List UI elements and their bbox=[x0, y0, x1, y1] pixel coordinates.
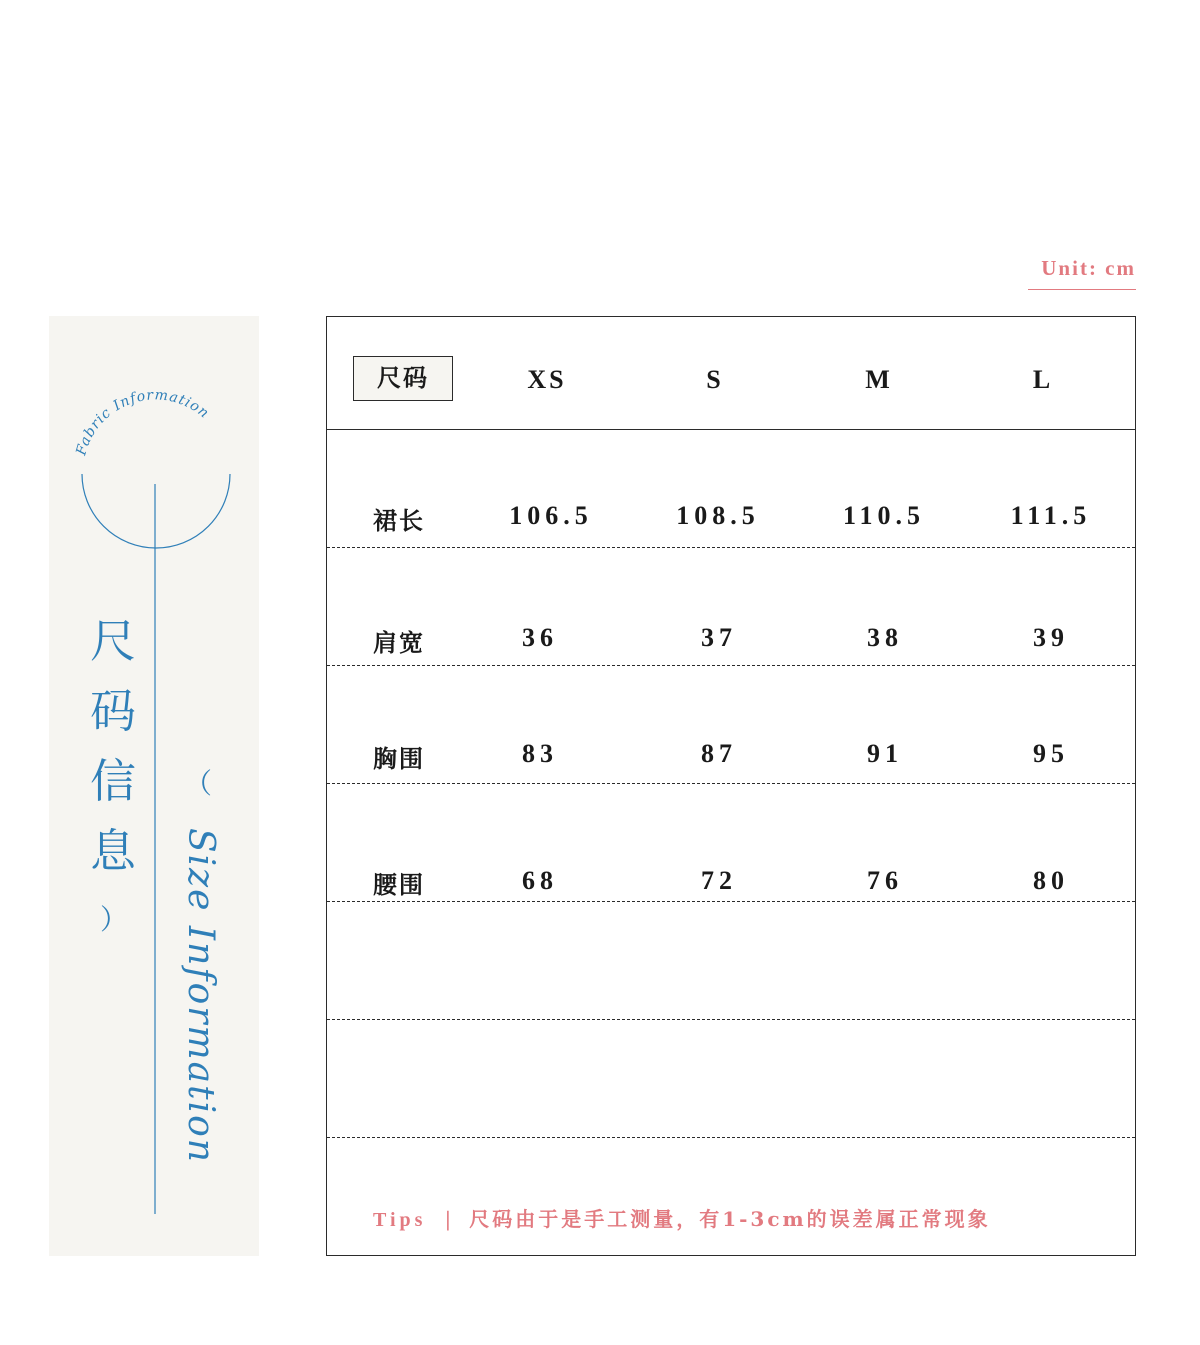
size-table bbox=[326, 316, 1136, 1256]
table-cell: 110.5 bbox=[842, 501, 926, 530]
table-cell: 39 bbox=[1033, 623, 1069, 652]
table-cell: 106.5 bbox=[509, 501, 593, 530]
table-cell: 68 bbox=[522, 866, 558, 895]
table-cell: 76 bbox=[867, 866, 903, 895]
size-header-m: M bbox=[865, 365, 893, 394]
corner-label: 尺码 bbox=[353, 356, 453, 401]
title-char: 息 bbox=[90, 824, 136, 878]
row-divider bbox=[327, 1019, 1135, 1020]
table-cell: 80 bbox=[1033, 866, 1069, 895]
row-label: 胸围 bbox=[373, 744, 425, 773]
title-char: 信 bbox=[90, 754, 136, 808]
table-cell: 111.5 bbox=[1010, 501, 1092, 530]
title-vertical bbox=[85, 606, 141, 886]
tips-label: Tips bbox=[373, 1209, 427, 1231]
row-divider bbox=[327, 547, 1135, 548]
table-cell: 91 bbox=[867, 739, 903, 768]
size-header-l: L bbox=[1032, 365, 1054, 394]
tips-note bbox=[373, 1203, 991, 1232]
row-label: 肩宽 bbox=[373, 628, 425, 657]
subtitle-vertical: Size Information bbox=[180, 828, 221, 1164]
table-cell: 37 bbox=[701, 623, 737, 652]
unit-label: Unit: cm bbox=[1028, 256, 1136, 290]
table-cell: 36 bbox=[522, 623, 558, 652]
row-divider bbox=[327, 901, 1135, 902]
title-paren: ） bbox=[99, 903, 128, 936]
table-cell: 72 bbox=[701, 866, 737, 895]
size-header-xs: XS bbox=[527, 365, 567, 394]
half-circle bbox=[82, 474, 230, 548]
row-divider bbox=[327, 665, 1135, 666]
size-header-s: S bbox=[706, 365, 724, 394]
row-divider bbox=[327, 1137, 1135, 1138]
row-label: 腰围 bbox=[373, 870, 425, 899]
sidebar-decoration bbox=[49, 316, 259, 1256]
header-divider bbox=[327, 429, 1135, 430]
tips-text: 尺码由于是手工测量，有1-3cm的误差属正常现象 bbox=[469, 1207, 991, 1231]
table-cell: 83 bbox=[522, 739, 558, 768]
sidebar-panel bbox=[49, 316, 259, 1256]
table-cell: 38 bbox=[867, 623, 903, 652]
row-label: 裙长 bbox=[373, 506, 425, 535]
tips-separator: | bbox=[444, 1207, 452, 1231]
title-char: 尺 bbox=[90, 614, 136, 668]
table-cell: 108.5 bbox=[676, 501, 760, 530]
arc-text: Fabric Information bbox=[73, 387, 213, 458]
table-cell: 87 bbox=[701, 739, 737, 768]
table-cell: 95 bbox=[1033, 739, 1069, 768]
row-divider bbox=[327, 783, 1135, 784]
subtitle-paren: （ bbox=[183, 767, 212, 800]
title-char: 码 bbox=[90, 684, 136, 738]
